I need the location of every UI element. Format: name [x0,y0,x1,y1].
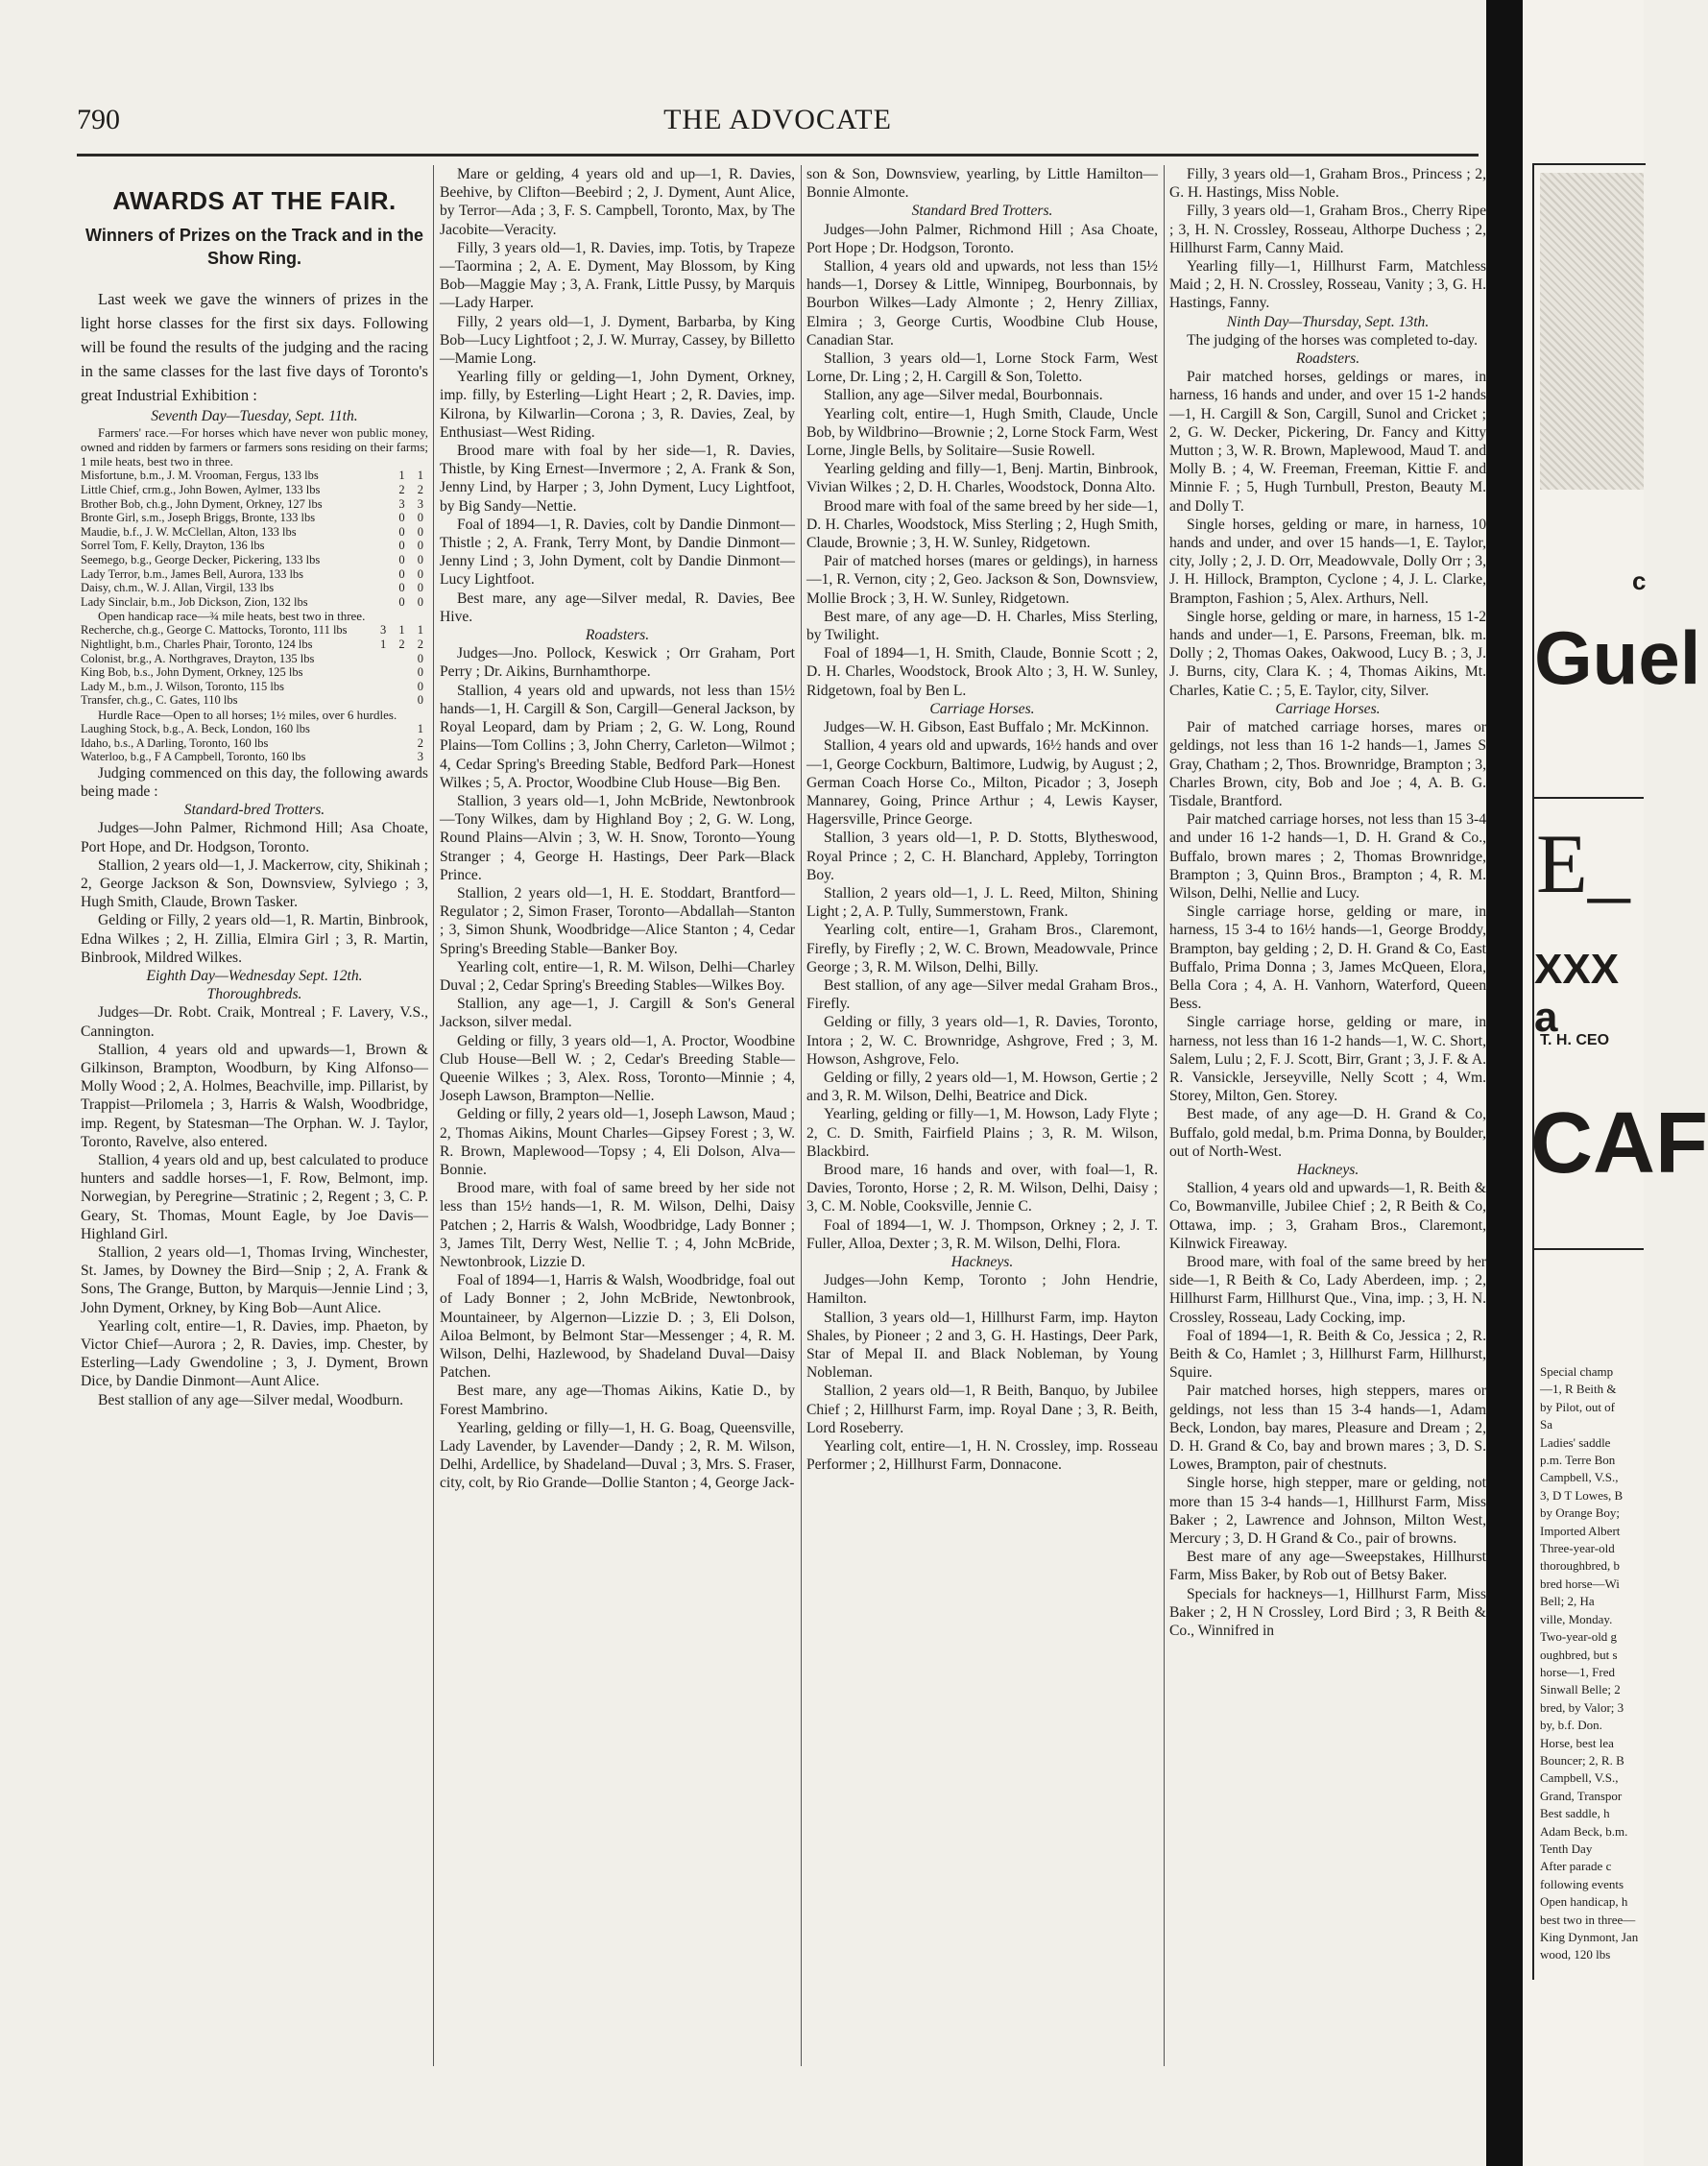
horse-entry: Sorrel Tom, F. Kelly, Drayton, 136 lbs [81,539,265,553]
facing-page-line: Bouncer; 2, R. B [1540,1752,1624,1768]
result-row [81,469,428,483]
facing-page-line: Grand, Transpor [1540,1788,1623,1803]
section-heading: Carriage Horses. [1275,700,1381,717]
horse-entry: Nightlight, b.m., Charles Phair, Toronto, 124 lbs [81,637,313,651]
paragraph: Single carriage horse, gelding or mare, in harness, 15 3-4 to 16½ hands—1, George Broddy, Brampton, bay gelding ; 2, D. H. Grand & Co, East Buffalo, Prima Donna ; 3, James McQueen, Elora, Bella Cora ; 4, A. H. Vanhorn, Waterford, Queen Bess. [1169,903,1486,1013]
facing-page-line: bred horse—Wi [1540,1576,1620,1591]
day-heading: Ninth Day—Thursday, Sept. 13th. [1226,313,1430,330]
facing-page-line: best two in three— [1540,1912,1636,1927]
result-row [81,623,428,638]
paragraph: Brood mare with foal of the same breed by her side—1, D. H. Charles, Woodstock, Miss Sterling ; 2, Hugh Smith, Claude, Brownie ; 3, H. W. Sunley, Ridgetown. [806,497,1158,552]
paragraph: Best stallion of any age—Silver medal, Woodburn. [98,1391,404,1408]
paragraph: Stallion, 2 years old—1, H. E. Stoddart, Brantford—Regulator ; 2, Simon Fraser, Toronto—Abdallah—Stanton ; 3, Simon Shunk, Woodbridge—Alice Stanton ; 4, Cedar Spring's Breeding Stable—Banker Boy. [440,884,795,957]
ad-headline: XXX a [1534,946,1620,1041]
facing-page-line: horse—1, Fred [1540,1664,1615,1679]
result-row [81,539,428,553]
paragraph: Gelding or filly, 2 years old—1, M. Howson, Gertie ; 2 and 3, R. M. Wilson, Delhi, Beatrice and Dick. [806,1069,1158,1105]
facing-page-line: thoroughbred, b [1540,1558,1621,1574]
section-heading: Hackneys. [950,1253,1014,1270]
heat-placings: 2 2 [398,483,428,496]
paragraph: Stallion, 3 years old—1, John McBride, Newtonbrook—Tony Wilkes, dam by Highland Boy ; 2, G. W. Long, Round Plains—Alvin ; 3, W. H. Snow, Toronto—Young Stranger ; 4, George H. Hastings, Deer Park—Black Prince. [440,792,795,883]
facing-page-line: Sa [1540,1417,1552,1432]
facing-page-line: bred, by Valor; 3 [1540,1699,1624,1715]
result-row [81,693,428,708]
day-heading: Eighth Day—Wednesday Sept. 12th. [146,967,363,984]
horse-entry: Recherche, ch.g., George C. Mattocks, Toronto, 111 lbs [81,623,348,638]
facing-page-line: Bell; 2, Ha [1540,1594,1595,1609]
section-heading: Standard-bred Trotters. [183,802,325,819]
horse-entry: Lady Terror, b.m., James Bell, Aurora, 133 lbs [81,566,304,581]
facing-page-line: oughbred, but s [1540,1647,1618,1662]
result-row [81,722,428,736]
paragraph: Judges—Dr. Robt. Craik, Montreal ; F. Lavery, V.S., Cannington. [81,1004,428,1040]
facing-page-line: King Dynmont, Jan [1540,1930,1639,1944]
paragraph: Foal of 1894—1, W. J. Thompson, Orkney ; 2, J. T. Fuller, Alloa, Dexter ; 3, R. M. Wilson, Delhi, Flora. [806,1216,1158,1252]
paragraph: Yearling colt, entire—1, R. M. Wilson, Delhi—Charley Duval ; 2, Cedar Spring's Breeding Stables—Wilkes Boy. [440,958,795,994]
paragraph: Brood mare, with foal of same breed by her side not less than 15½ hands—1, R. M. Wilson, Delhi, Daisy Patchen ; 2, Harris & Walsh, Woodbridge, Lady Bonner ; 3, James Tilt, Derry West, Nellie T. ; 4, John McBride, Newtonbrook, Lizzie D. [440,1180,795,1270]
race-results [81,722,428,764]
paragraph: Stallion, 4 years old and up, best calculated to produce hunters and saddle horses—1, F. Row, Belmont, imp. Norwegian, by Peregrine—Stratinic ; 2, Regent ; 3, C. P. Geary, St. Thomas, Mount Eagle, by Joe Davis—Highland Girl. [81,1151,428,1242]
paragraph: Filly, 3 years old—1, Graham Bros., Princess ; 2, G. H. Hastings, Miss Noble. [1169,166,1486,202]
horse-entry: King Bob, b.s., John Dyment, Orkney, 125 lbs [81,665,303,680]
paragraph: Stallion, 3 years old—1, Lorne Stock Farm, West Lorne, Dr. Ling ; 2, H. Cargill & Son, Toletto. [806,350,1158,386]
paragraph: Stallion, 3 years old—1, P. D. Stotts, Blytheswood, Royal Prince ; 2, C. H. Blanchard, Appleby, Torrington Boy. [806,830,1158,883]
column-rule [433,165,434,2066]
paragraph: Judges—John Palmer, Richmond Hill; Asa Choate, Port Hope, and Dr. Hodgson, Toronto. [81,820,428,855]
facing-page-line: Campbell, V.S., [1540,1470,1619,1485]
paragraph: Filly, 3 years old—1, Graham Bros., Cherry Ripe ; 3, H. N. Crossley, Rosseau, Althorpe Duchess ; 2, Hillhurst Farm, Canny Maid. [1169,203,1486,256]
paragraph: son & Son, Downsview, yearling, by Little Hamilton—Bonnie Almonte. [806,166,1158,202]
column-3 [806,165,1158,2066]
paragraph: Single horse, gelding or mare, in harness, 15 1-2 hands and under—1, E. Parsons, Freeman, blk. m. Dolly ; 2, Thomas Oakes, Oakwood, Lucy B. ; 3, J. J. Burns, city, Clara K. ; 4, Thomas Aikins, Mt. Charles, Katie C. ; 5, E. Taylor, city, Silver. [1169,608,1486,699]
article-intro: Last week we gave the winners of prizes in the light horse classes for the first six days. Following will be found the results of the judging and the racing in the same classes for the last five days of Toronto's great Industrial Exhibition : [81,290,428,405]
binding-gutter [1486,0,1523,2166]
race-description: Hurdle Race—Open to all horses; 1½ miles, over 6 hurdles. [98,707,397,722]
heat-placings: 0 0 [398,581,428,595]
result-row [81,680,428,694]
section-heading: Hackneys. [1296,1161,1359,1178]
paragraph: Yearling colt, entire—1, Graham Bros., Claremont, Firefly, by Firefly ; 2, W. C. Brown, Meadowvale, Prince George ; 3, R. M. Wilson, Delhi, Billy. [806,922,1158,975]
paragraph: Stallion, 3 years old—1, Hillhurst Farm, imp. Hayton Shales, by Pioneer ; 2 and 3, G. H. Hastings, Deer Park, Star of Mepal II. and Black Nobleman, by Young Nobleman. [806,1309,1158,1382]
facing-page-line: Tenth Day [1540,1841,1593,1856]
facing-page-line: 3, D T Lowes, B [1540,1487,1624,1503]
paragraph: Yearling, gelding or filly—1, H. G. Boag, Queensville, Lady Lavender, by Lavender—Dandy ; 2, R. M. Wilson, Delhi, Ardellice, by Shadeland—Duval ; 3, Mrs. S. Fraser, city, colt, by Rio Grande—Dollie Stanton ; 4, George Jack- [440,1419,795,1492]
facing-page-line: Adam Beck, b.m. [1540,1823,1628,1839]
section-heading: Roadsters. [585,627,650,644]
section-heading: Roadsters. [1295,350,1360,368]
heat-placings: 0 0 [398,524,428,539]
heat-placings: 3 3 [398,496,428,511]
section-heading: Standard Bred Trotters. [911,203,1053,220]
paragraph: Stallion, 4 years old and upwards, not less than 15½ hands—1, Dorsey & Little, Winnipeg, Bourbonnais, by Bourbon Wilkes—Lady Almonte ; 2, Henry Zilliax, Elmira ; 3, George Curtis, Woodbine Club House, Canadian Star. [806,258,1158,349]
heat-placings: 0 0 [398,552,428,566]
paragraph: Pair matched horses, high steppers, mares or geldings, not less than 15 3-4 hands—1, Adam Beck, London, bay mares, Pleasure and Dream ; 2, D. H. Grand & Co, bay and brown mares ; 3, D. S. Lowes, Brampton, pair of chestnuts. [1169,1383,1486,1474]
paragraph: Yearling colt, entire—1, Hugh Smith, Claude, Uncle Bob, by Wildbrino—Brownie ; 2, Lorne Stock Farm, West Lorne, Jingle Bells, by Solitaire—Susie Rowell. [806,405,1158,460]
paragraph: Gelding or filly, 2 years old—1, Joseph Lawson, Maud ; 2, Thomas Aikins, Mount Charles—Gipsey Forest ; 3, W. R. Brown, Maplewood—Topsy ; 4, Eli Dolson, Alva—Bonnie. [440,1106,795,1178]
paragraph: Stallion, 4 years old and upwards, 16½ hands and over—1, George Cockburn, Baltimore, Ludwig, by August ; 2, German Coach Horse Co., Milton, Picador ; 3, Joseph Mannarey, Going, Prince Arthur ; 4, Lewis Kayser, Hagersville, Prince George. [806,737,1158,829]
heat-placings: 0 [417,665,428,680]
paragraph: Gelding or filly, 3 years old—1, R. Davies, Toronto, Intora ; 2, W. C. Brownridge, Ashgrove, Fred ; 3, M. Howson, Ashgrove, Felo. [806,1014,1158,1068]
horse-entry: Maudie, b.f., J. W. McClellan, Alton, 133 lbs [81,524,297,539]
article-deck: Winners of Prizes on the Track and in the Show Ring. [85,226,423,269]
paragraph: Foal of 1894—1, R. Beith & Co, Jessica ; 2, R. Beith & Co, Hamlet ; 3, Hillhurst Farm, Hillhurst, Squire. [1169,1327,1486,1382]
horse-entry: Waterloo, b.g., F A Campbell, Toronto, 160 lbs [81,750,306,764]
facing-page-line: ville, Monday. [1540,1611,1613,1626]
race-results [81,469,428,609]
paragraph: Stallion, any age—Silver medal, Bourbonnais. [824,387,1103,404]
result-row [81,567,428,582]
paragraph: Pair of matched carriage horses, mares or geldings, not less than 16 1-2 hands—1, James S Gray, Chatham ; 2, Thos. Brownridge, Brampton ; 3, Charles Brown, city, Bob and Joe ; 4, A. B. G. Tisdale, Brantford. [1169,719,1486,809]
section-body [81,1003,428,1408]
paragraph: Brood mare, with foal of the same breed by her side—1, R Beith & Co, Lady Aberdeen, imp. ; 2, Hillhurst Farm, Hillhurst Que., Vina, imp. ; 3, H. N. Crossley, Rosseau, Lady Cocking, imp. [1169,1253,1486,1326]
paragraph: Stallion, 4 years old and upwards—1, R. Beith & Co, Bowmanville, Jubilee Chief ; 2, R Beith & Co, Ottawa, imp. ; 3, Graham Bros., Claremont, Kilnwick Fireaway. [1169,1180,1486,1252]
horse-entry: Daisy, ch.m., W. J. Allan, Virgil, 133 lbs [81,581,275,595]
paragraph: Gelding or Filly, 2 years old—1, R. Martin, Binbrook, Edna Wilkes ; 2, H. Zillia, Elmira Girl ; 3, R. Martin, Binbrook, Mildred Wilkes. [81,912,428,966]
paragraph: Foal of 1894—1, Harris & Walsh, Woodbridge, foal out of Lady Bonner ; 2, John McBride, Newtonbrook, Mountaineer, by Algernon—Lizzie D. ; 3, Eli Dolson, Ailoa Belmont, by Belmont Star—Messenger ; 4, R. M. Wilson, Delhi, Hazlewood, by Shadeland Duval—Daisy Patchen. [440,1272,795,1382]
facing-page-line: Special champ [1540,1364,1614,1379]
result-row [81,736,428,751]
heat-placings: 1 [417,721,428,735]
section-body [806,1271,1158,1474]
column-rule [801,165,802,2066]
horse-entry: Lady M., b.m., J. Wilson, Toronto, 115 lbs [81,679,284,693]
paragraph: Yearling gelding and filly—1, Benj. Martin, Binbrook, Vivian Wilkes ; 2, D. H. Charles, Woodstock, Donna Alto. [806,461,1158,496]
paragraph: Best mare, of any age—D. H. Charles, Miss Sterling, by Twilight. [806,608,1158,644]
paragraph: Judges—John Kemp, Toronto ; John Hendrie, Hamilton. [806,1272,1158,1308]
paragraph: Yearling colt, entire—1, R. Davies, imp. Phaeton, by Victor Chief—Aurora ; 2, R. Davies, imp. Chester, by Esterling—Lady Gwendoline ; 3, J. Dyment, Brown Dice, by Dandie Dinmont—Aunt Alice. [81,1317,428,1390]
paragraph: Specials for hackneys—1, Hillhurst Farm, Miss Baker ; 2, H N Crossley, Lord Bird ; 3, R Beith & Co., Winnifred in [1169,1585,1486,1640]
facing-page-line: Two-year-old g [1540,1629,1618,1645]
header-rule [77,154,1479,156]
paragraph: Best mare, any age—Thomas Aikins, Katie D., by Forest Mambrino. [440,1383,795,1418]
section-heading: Thoroughbreds. [206,986,302,1003]
facing-page-line: Sinwall Belle; 2 [1540,1682,1621,1697]
paragraph: Judging commenced on this day, the following awards being made : [81,764,428,800]
paragraph: Brood mare, 16 hands and over, with foal—1, R. Davies, Toronto, Horse ; 2, R. M. Wilson, Delhi, Daisy ; 3, C. M. Noble, Cooksville, Jennie C. [806,1161,1158,1215]
paragraph: Yearling filly or gelding—1, John Dyment, Orkney, imp. filly, by Esterling—Light Heart ; 2, R. Davies, imp. Kilrona, by Kilwarlin—Corona ; 3, R. Davies, Zeal, by Enthusiast—West Riding. [440,369,795,441]
paragraph: Best stallion, of any age—Silver medal Graham Bros., Firefly. [806,976,1158,1013]
article-headline: AWARDS AT THE FAIR. [112,186,397,215]
result-row [81,665,428,680]
heat-placings: 2 [417,735,428,750]
heat-placings: 1 1 [398,469,428,483]
facing-page-line: Horse, best lea [1540,1735,1614,1750]
facing-page-line: following events [1540,1876,1624,1891]
paragraph: Filly, 3 years old—1, R. Davies, imp. Totis, by Trapeze—Taormina ; 2, A. E. Dyment, May Blossom, by King Bob—Maggie May ; 3, A. Frank, Little Pussy, by Marquis—Lady Harper. [440,239,795,312]
horse-entry: Idaho, b.s., A Darling, Toronto, 160 lbs [81,735,269,750]
running-head [77,104,1479,142]
result-row [81,638,428,652]
engraving-image [1540,173,1644,490]
facing-page-line: wood, 120 lbs [1540,1947,1611,1962]
race-description: Open handicap race—¾ mile heats, best two in three. [98,609,366,624]
horse-entry: Laughing Stock, b.g., A. Beck, London, 160 lbs [81,721,310,735]
paragraph: Stallion, 2 years old—1, J. Mackerrow, city, Shikinah ; 2, George Jackson & Son, Downsview, Sylviego ; 3, Hugh Smith, Claude, Brown Tasker. [81,856,428,911]
horse-entry: Bronte Girl, s.m., Joseph Briggs, Bronte, 133 lbs [81,511,316,525]
section-body [1169,718,1486,1161]
paragraph: Pair of matched horses (mares or geldings), in harness—1, R. Vernon, city ; 2, Geo. Jackson & Son, Downsview, Mollie Brock ; 3, H. W. Sunley, Ridgetown. [806,553,1158,607]
paragraph: Yearling filly—1, Hillhurst Farm, Matchless Maid ; 2, H. N. Crossley, Rosseau, Vanity ; 3, G. H. Hastings, Fanny. [1169,258,1486,312]
section-body [1169,1179,1486,1640]
column-1 [81,165,428,2066]
paragraph: Best mare, any age—Silver medal, R. Davies, Bee Hive. [440,590,795,625]
paragraph: Mare or gelding, 4 years old and up—1, R. Davies, Beehive, by Clifton—Beebird ; 2, J. Dyment, Aunt Alice, by Terror—Ada ; 3, F. S. Campbell, Toronto, Max, by The Jacobite—Veracity. [440,166,795,238]
section-body [440,644,795,1492]
heat-placings: 0 0 [398,566,428,581]
paragraph: Stallion, 4 years old and upwards—1, Brown & Gilkinson, Brampton, Woodburn, by King Alfonso—Molly Wood ; 2, A. Holmes, Beachville, imp. Pillarist, by Trappist—Prilomela ; 3, Harris & Walsh, Woodbridge, imp. Regent, by Statesman—The Orphan. W. J. Taylor, Toronto, Ravelve, also entered. [81,1041,428,1150]
heat-placings: 1 2 2 [380,637,428,651]
day-heading: Seventh Day—Tuesday, Sept. 11th. [151,408,358,425]
result-row [81,652,428,666]
ad-rule [1534,797,1644,799]
result-row [81,525,428,540]
paragraph: Judges—Jno. Pollock, Keswick ; Orr Graham, Port Perry ; Dr. Aikins, Burnhamthorpe. [440,645,795,681]
race-description: Farmers' race.—For horses which have never won public money, owned and ridden by farmers or farmers sons residing on their farms; 1 mile heats, best two in three. [81,425,428,469]
column-2 [440,165,795,2066]
facing-page-line: p.m. Terre Bon [1540,1453,1616,1468]
horse-entry: Transfer, ch.g., C. Gates, 110 lbs [81,693,238,708]
result-row [81,497,428,512]
horse-entry: Misfortune, b.m., J. M. Vrooman, Fergus, 133 lbs [81,469,319,483]
ad-rule [1534,1248,1644,1250]
paragraph: Stallion, 4 years old and upwards, not less than 15½ hands—1, H. Cargill & Son, Cargill—General Jackson, by Royal Leopard, dam by Priam ; 2, G. W. Long, Round Plains—Tom Collins ; 3, John Cherry, Carleton—Wilmot ; 4, Cedar Spring's Breeding Stable, Bedford Park—Honest Wilkes ; 5, A. Proctor, Woodbine Club House—Big Ben. [440,682,795,791]
section-body [440,165,795,626]
paragraph: Single horses, gelding or mare, in harness, 10 hands and under, and over 15 hands—1, E. Taylor, city, Jolly ; 2, J. D. Orr, Meadowvale, Dolly Orr ; 3, J. H. Hillock, Brampton, Cyclone ; 4, J. L. Clarke, Brampton, Fashion ; 5, Alex. Arthurs, Nell. [1169,516,1486,607]
ad-headline: E_ [1536,818,1630,911]
result-row [81,595,428,610]
heat-placings: 3 1 1 [380,623,428,638]
paragraph: Judges—John Palmer, Richmond Hill ; Asa Choate, Port Hope ; Dr. Hodgson, Toronto. [806,221,1158,256]
journal-title: THE ADVOCATE [663,104,892,135]
paragraph: Best made, of any age—D. H. Grand & Co, Buffalo, gold medal, b.m. Prima Donna, by Boulder, out of North-West. [1169,1106,1486,1160]
paragraph: The judging of the horses was completed to-day. [1187,331,1478,349]
heat-placings: 0 [417,693,428,708]
facing-page-line: Ladies' saddle [1540,1434,1611,1450]
facing-page-line: Three-year-old [1540,1541,1615,1556]
paragraph: Stallion, 2 years old—1, R Beith, Banquo, by Jubilee Chief ; 2, Hillhurst Farm, imp. Royal Dane ; 3, R. Beith, Lord Roseberry. [806,1383,1158,1436]
paragraph: Brood mare with foal by her side—1, R. Davies, Thistle, by King Ernest—Invermore ; 2, A. Frank & Son, Jenny Lind, by Harper ; 3, John Dyment, Lucy Lightfoot, by Big Sandy—Nettie. [440,443,795,515]
paragraph: Yearling, gelding or filly—1, M. Howson, Lady Flyte ; 2, C. D. Smith, Fairfield Plains ; 3, R. M. Wilson, Blackbird. [806,1106,1158,1160]
paragraph: Foal of 1894—1, H. Smith, Claude, Bonnie Scott ; 2, D. H. Charles, Woodstock, Brook Alto ; 3, H. W. Sunley, Ridgetown, foal by Ben L. [806,645,1158,699]
facing-page-line: Open handicap, h [1540,1894,1628,1910]
paragraph: Stallion, 2 years old—1, J. L. Reed, Milton, Shining Light ; 2, A. P. Tully, Summerstown, Frank. [806,884,1158,921]
paragraph: Foal of 1894—1, R. Davies, colt by Dandie Dinmont—Thistle ; 2, A. Frank, Terry Mont, by Dandie Dinmont—Jenny Lind ; 3, John Dyment, colt by Dandie Dinmont—Lucy Lightfoot. [440,516,795,589]
ad-subline: T. H. CEO [1540,1032,1610,1048]
horse-entry: Colonist, br.g., A. Northgraves, Drayton, 135 lbs [81,651,315,665]
paragraph: Judges—W. H. Gibson, East Buffalo ; Mr. McKinnon. [824,719,1149,736]
section-heading: Carriage Horses. [929,700,1035,717]
result-row [81,511,428,525]
paragraph: Stallion, any age—1, J. Cargill & Son's General Jackson, silver medal. [440,996,795,1031]
horse-entry: Seemego, b.g., George Decker, Pickering, 133 lbs [81,552,321,566]
column-4 [1169,165,1486,2066]
paragraph: Single carriage horse, gelding or mare, in harness, not less than 16 1-2 hands—1, W. C. Short, Salem, Lulu ; 2, F. J. Scott, Birr, Grant ; 3, J. F. & A. R. Vansickle, Jerseyville, Nelly Scott ; 4, Wm. Storey, Milton, Gen. Storey. [1169,1014,1486,1105]
section-body [81,819,428,967]
result-row [81,750,428,764]
paragraph: Pair matched carriage horses, not less than 15 3-4 and under 16 1-2 hands—1, D. H. Grand & Co., Buffalo, brown mares ; 2, Thomas Brownridge, Brampton ; 3, Quinn Bros., Brampton ; 4, R. M. Wilson, Delhi, Nellie and Lucy. [1169,811,1486,902]
paragraph: Single horse, high stepper, mare or gelding, not more than 15 3-4 hands—1, Hillhurst Farm, Miss Baker ; 2, Lawrence and Johnson, Milton West, Mercury ; 3, D. H Grand & Co., pair of browns. [1169,1475,1486,1548]
ad-headline: CAF [1530,1095,1708,1191]
facing-page-line: by Orange Boy; [1540,1505,1621,1521]
column-rule [1164,165,1165,2066]
ad-fragment: c [1632,566,1647,595]
result-row [81,581,428,595]
horse-entry: Lady Sinclair, b.m., Job Dickson, Zion, 132 lbs [81,594,308,609]
section-body [1169,165,1486,313]
race-results [81,623,428,708]
paragraph: Pair matched horses, geldings or mares, in harness, 16 hands and under, and over 15 1-2 hands—1, H. Cargill & Son, Cargill, Sunol and Cricket ; 2, G. W. Decker, Pickering, Dr. Fancy and Kitty Mutton ; 3, W. R. Brown, Maplewood, Maud T. and Molly B. ; 4, W. Freeman, Freeman, Kittie F. and Minnie F. ; 5, Hugh Turnbull, Preston, Beauty M. and Dolly T. [1169,369,1486,515]
facing-page-line: —1, R Beith & [1540,1382,1617,1397]
section-body [806,221,1158,700]
heat-placings: 0 0 [398,539,428,553]
facing-page-line: by, b.f. Don. [1540,1718,1602,1733]
result-row [81,553,428,567]
facing-page-line: Campbell, V.S., [1540,1770,1619,1786]
horse-entry: Brother Bob, ch.g., John Dyment, Orkney, 127 lbs [81,496,323,511]
paragraph: Stallion, 2 years old—1, Thomas Irving, Winchester, St. James, by Downey the Bird—Snip ; 2, A. Frank & Sons, The Grange, Button, by Marquis—Jennie Lind ; 3, John Dyment, Orkney, by King Bob—Aunt Alice. [81,1243,428,1316]
paragraph: Filly, 2 years old—1, J. Dyment, Barbarba, by King Bob—Lucy Lightfoot ; 2, J. W. Murray, Cassey, by Billetto—Mamie Long. [440,313,795,368]
facing-page-line: Imported Albert [1540,1523,1621,1538]
section-body [806,718,1158,1253]
facing-page-line: by Pilot, out of [1540,1399,1616,1414]
page-number: 790 [77,104,120,135]
facing-page-text [1540,1363,1646,1964]
heat-placings: 0 [417,679,428,693]
paragraph: Gelding or filly, 3 years old—1, A. Proctor, Woodbine Club House—Bell W. ; 2, Cedar's Breeding Stable—Queenie Wilkes ; 3, Alex. Ross, Toronto—Minnie ; 4, Joseph Lawson, Brampton—Nellie. [440,1032,795,1105]
heat-placings: 0 0 [398,511,428,525]
horse-entry: Little Chief, crm.g., John Bowen, Aylmer, 133 lbs [81,483,321,496]
section-body [1169,368,1486,700]
heat-placings: 0 0 [398,594,428,609]
heat-placings: 0 [417,651,428,665]
paragraph: Best mare of any age—Sweepstakes, Hillhurst Farm, Miss Baker, by Rob out of Betsy Baker. [1169,1549,1486,1584]
facing-page-line: Best saddle, h [1540,1806,1610,1821]
ad-headline: Guel [1534,615,1701,700]
result-row [81,483,428,497]
heat-placings: 3 [417,750,428,764]
facing-page-line: After parade c [1540,1859,1612,1874]
paragraph: Yearling colt, entire—1, H. N. Crossley, imp. Rosseau Performer ; 2, Hillhurst Farm, Donnacone. [806,1438,1158,1474]
